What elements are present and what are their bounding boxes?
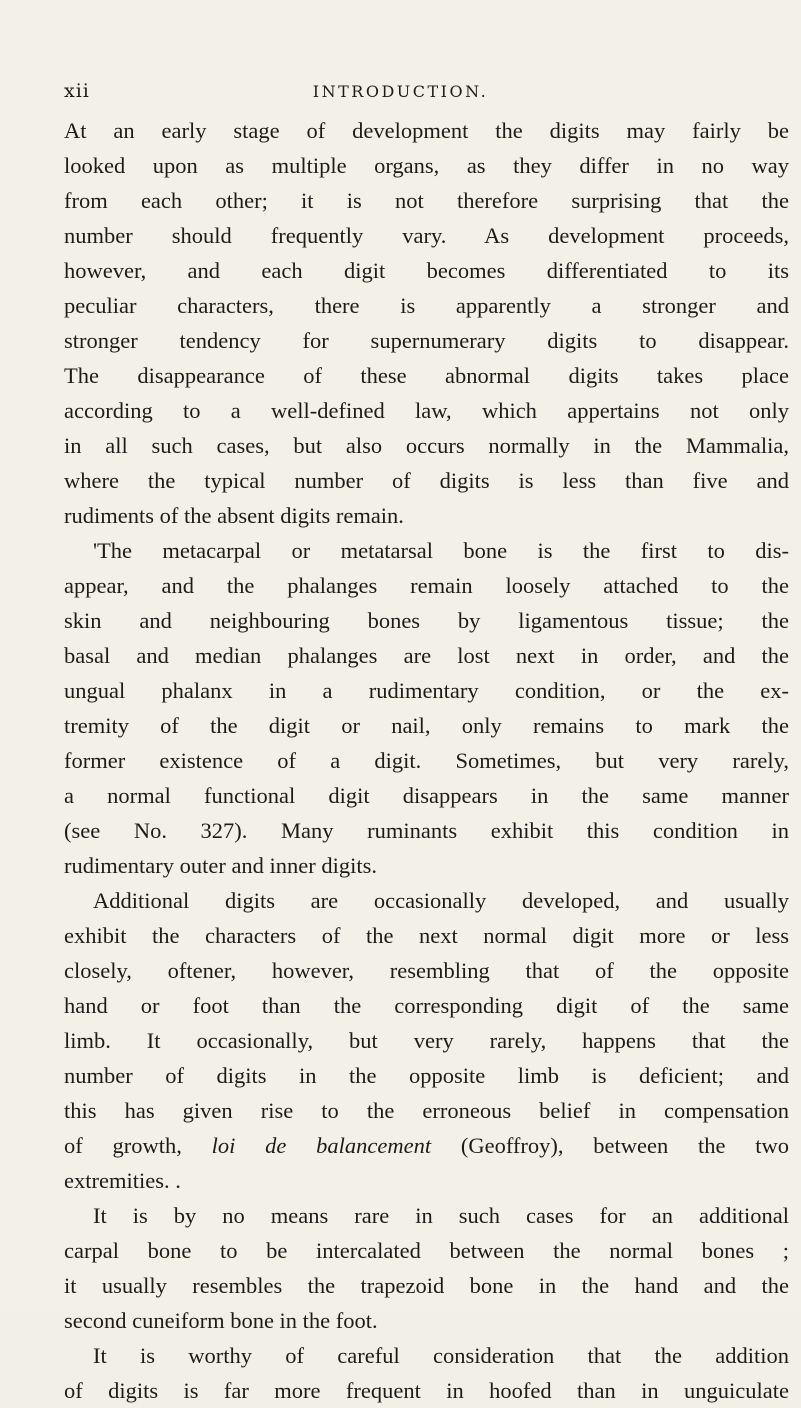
text-line: ungual phalanx in a rudimentary condition, or the ex- bbox=[64, 678, 789, 703]
text-line: hand or foot than the corresponding digit of the same bbox=[64, 993, 789, 1018]
text-line: basal and median phalanges are lost next in order, and the bbox=[64, 643, 789, 668]
text-fragment: (Geoffroy), between the two bbox=[431, 1133, 789, 1158]
text-line: The disappearance of these abnormal digits takes place bbox=[64, 363, 789, 388]
text-line: however, and each digit becomes differentiated to its bbox=[64, 258, 789, 283]
text-line: It is worthy of careful consideration that the addition bbox=[93, 1343, 789, 1368]
body-text bbox=[64, 113, 789, 1408]
text-line: in all such cases, but also occurs normally in the Mammalia, bbox=[64, 433, 789, 458]
text-line: number should frequently vary. As development proceeds, bbox=[64, 223, 789, 248]
text-line: second cuneiform bone in the foot. bbox=[64, 1308, 378, 1333]
text-line: this has given rise to the erroneous belief in compensation bbox=[64, 1098, 789, 1123]
text-line: extremities. . bbox=[64, 1168, 181, 1193]
text-line: carpal bone to be intercalated between the normal bones ; bbox=[64, 1238, 789, 1263]
text-line: Additional digits are occasionally developed, and usually bbox=[93, 888, 789, 913]
text-line: from each other; it is not therefore surprising that the bbox=[64, 188, 789, 213]
text-fragment: of growth, bbox=[64, 1133, 212, 1158]
page-number: xii bbox=[64, 80, 90, 102]
text-line: looked upon as multiple organs, as they differ in no way bbox=[64, 153, 789, 178]
text-line: a normal functional digit disappears in the same manner bbox=[64, 783, 789, 808]
text-line: limb. It occasionally, but very rarely, happens that the bbox=[64, 1028, 789, 1053]
text-line: exhibit the characters of the next normal digit more or less bbox=[64, 923, 789, 948]
text-line: skin and neighbouring bones by ligamentous tissue; the bbox=[64, 608, 789, 633]
text-line: number of digits in the opposite limb is deficient; and bbox=[64, 1063, 789, 1088]
text-line: where the typical number of digits is less than five and bbox=[64, 468, 789, 493]
text-line: closely, oftener, however, resembling that of the opposite bbox=[64, 958, 789, 983]
italic-phrase: loi de balancement bbox=[211, 1133, 432, 1158]
text-line: appear, and the phalanges remain loosely attached to the bbox=[64, 573, 789, 598]
text-line: it usually resembles the trapezoid bone in the hand and the bbox=[64, 1273, 789, 1298]
text-line-with-italic bbox=[64, 1128, 789, 1163]
text-line: tremity of the digit or nail, only remains to mark the bbox=[64, 713, 789, 738]
text-line: according to a well-defined law, which appertains not only bbox=[64, 398, 789, 423]
text-line: peculiar characters, there is apparently a stronger and bbox=[64, 293, 789, 318]
text-line: At an early stage of development the digits may fairly be bbox=[64, 118, 789, 143]
text-line: rudiments of the absent digits remain. bbox=[64, 503, 404, 528]
running-title: INTRODUCTION. bbox=[312, 82, 489, 101]
text-line: It is by no means rare in such cases for an additional bbox=[93, 1203, 789, 1228]
text-line: former existence of a digit. Sometimes, but very rarely, bbox=[64, 748, 789, 773]
text-line: (see No. 327). Many ruminants exhibit this condition in bbox=[64, 818, 789, 843]
text-line: 'The metacarpal or metatarsal bone is the first to dis- bbox=[93, 538, 789, 563]
text-line: stronger tendency for supernumerary digits to disappear. bbox=[64, 328, 789, 353]
text-line: of digits is far more frequent in hoofed than in unguiculate bbox=[64, 1378, 789, 1403]
text-line: rudimentary outer and inner digits. bbox=[64, 853, 378, 878]
